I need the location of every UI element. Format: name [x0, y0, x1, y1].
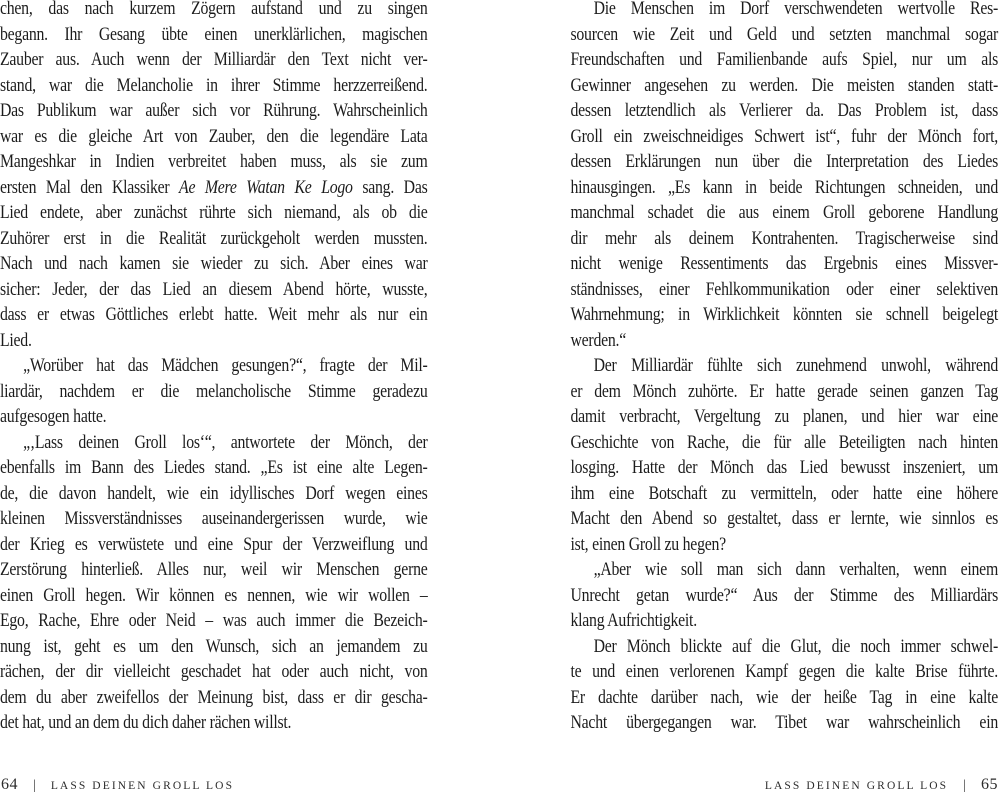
text-line: Macht den Abend so gestaltet, dass er lernte, wie sinnlos es	[570, 509, 998, 529]
text-line: hinausgingen. „Es kann in beide Richtungen schneiden, und	[570, 177, 998, 198]
text-line: „Worüber hat das Mädchen gesungen?“, fragte der Mil-	[23, 356, 428, 376]
text-line: ersten Mal den Klassiker Ae Mere Watan Ke Logo sang. Das	[0, 177, 428, 198]
text-line: begann. Ihr Gesang übte einen unerklärlichen, magischen	[0, 24, 428, 45]
text-line: Groll ein zweischneidiges Schwert ist“, fuhr der Mönch fort,	[570, 126, 998, 147]
text-line: Der Mönch blickte auf die Glut, die noch immer schwel-	[593, 636, 998, 657]
text-line: ist, einen Groll zu hegen?	[570, 534, 726, 555]
text-line: Zuhörer erst in die Realität zurückgeholt werden mussten.	[0, 228, 428, 249]
right-page-footer	[765, 776, 998, 794]
right-page-number: 65	[981, 776, 998, 793]
left-page-text-column	[0, 0, 428, 737]
text-line: Das Publikum war außer sich vor Rührung. Wahrscheinlich	[0, 101, 428, 121]
running-title-left: LASS DEINEN GROLL LOS	[50, 780, 235, 792]
text-line: der Krieg es verwüstete und eine Spur der Verzweiflung und	[0, 534, 428, 555]
text-line: ihm eine Botschaft zu vermitteln, oder hatte eine höhere	[570, 483, 998, 504]
text-line: Mangeshkar in Indien verbreitet haben muss, als sie zum	[0, 152, 428, 172]
text-line: Ego, Rache, Ehre oder Neid – was auch immer die Bezeich-	[0, 611, 428, 631]
text-line: chen, das nach kurzem Zögern aufstand und zu singen	[0, 0, 428, 19]
text-line: rächen, der dir vielleicht geschadet hat oder auch nicht, von	[0, 662, 428, 682]
text-line: nung ist, geht es um den Wunsch, sich an jemandem zu	[0, 636, 428, 657]
text-line: einen Groll hegen. Wir können es nennen, wie wir wollen –	[0, 585, 428, 606]
text-line: er dem Mönch zuhörte. Er hatte gerade seinen ganzen Tag	[570, 381, 998, 402]
left-page-number: 64	[1, 776, 18, 793]
text-line: Zerstörung hinterließ. Alles nur, weil wir Menschen gerne	[0, 560, 428, 580]
text-line: werden.“	[570, 330, 626, 351]
text-line: ständnisses, einer Fehlkommunikation oder einer selektiven	[570, 279, 998, 300]
text-line: ebenfalls im Bann des Liedes stand. „Es ist eine alte Legen-	[0, 458, 428, 478]
text-line: damit verbracht, Vergeltung zu planen, und hier war eine	[570, 407, 998, 427]
text-line: Lied endete, aber zunächst rührte sich niemand, als ob die	[0, 203, 428, 223]
text-line: Gewinner angesehen zu werden. Die meisten standen statt-	[570, 75, 998, 96]
text-line: klang Aufrichtigkeit.	[570, 611, 697, 631]
text-line: „Aber wie soll man sich dann verhalten, wenn einem	[593, 560, 998, 580]
text-line: det hat, und an dem du dich daher rächen willst.	[0, 713, 292, 733]
text-line: sourcen wie Zeit und Geld und setzten manchmal sogar	[570, 24, 998, 45]
text-line: „‚Lass deinen Groll los‘“, antwortete der Mönch, der	[23, 432, 428, 453]
right-page-text-column	[571, 0, 999, 737]
text-line: de, die davon handelt, wie ein idyllisches Dorf wegen eines	[0, 483, 428, 504]
text-line: Er dachte darüber nach, wie der heiße Tag in eine kalte	[570, 687, 998, 708]
text-line: Lied.	[0, 330, 32, 351]
text-line: kleinen Missverständnisses auseinandergerissen wurde, wie	[0, 509, 428, 529]
text-line: Wahrnehmung; in Wirklichkeit könnten sie schnell beigelegt	[570, 305, 998, 325]
text-line: Die Menschen im Dorf verschwendeten wertvolle Res-	[593, 0, 998, 19]
text-line: Nach und nach kamen sie wieder zu sich. Aber eines war	[0, 254, 428, 274]
text-line: Geschichte von Rache, die für alle Beteiligten nach hinten	[570, 432, 998, 453]
text-line: Zauber aus. Auch wenn der Milliardär den Text nicht ver-	[0, 50, 428, 70]
text-line: Nacht übergegangen war. Tibet war wahrscheinlich ein	[570, 713, 998, 733]
text-line: dessen Erklärungen nun über die Interpretation des Liedes	[570, 152, 998, 172]
left-page-footer	[1, 776, 234, 794]
text-line: dem du aber zweifellos der Meinung bist, dass er dir gescha-	[0, 687, 428, 708]
text-line: liardär, nachdem er die melancholische Stimme geradezu	[0, 381, 428, 402]
text-line: war es die gleiche Art von Zauber, den die legendäre Lata	[0, 126, 428, 147]
text-line: dessen letztendlich als Verlierer da. Das Problem ist, dass	[570, 101, 998, 121]
footer-divider: |	[33, 778, 36, 793]
text-line: nicht wenige Ressentiments das Ergebnis eines Missver-	[570, 254, 998, 274]
text-line: Der Milliardär fühlte sich zunehmend unwohl, während	[593, 356, 998, 376]
running-title-right: LASS DEINEN GROLL LOS	[764, 780, 949, 792]
text-line: dass er etwas Göttliches erlebt hatte. Weit mehr als nur ein	[0, 305, 428, 325]
footer-divider: |	[963, 778, 966, 793]
text-line: aufgesogen hatte.	[0, 407, 107, 427]
text-line: manchmal schadet die aus einem Groll geborene Handlung	[570, 203, 998, 223]
text-line: Unrecht getan wurde?“ Aus der Stimme des Milliardärs	[570, 585, 998, 606]
text-line: Freundschaften und Familienbande aufs Spiel, nur um als	[570, 50, 998, 70]
text-line: stand, war die Melancholie in ihrer Stimme herzzerreißend.	[0, 75, 428, 96]
text-line: sicher: Jeder, der das Lied an diesem Abend hörte, wusste,	[0, 279, 428, 300]
text-line: losging. Hatte der Mönch das Lied bewusst inszeniert, um	[570, 458, 998, 478]
text-line: te und einen verlorenen Kampf gegen die kalte Brise führte.	[570, 662, 998, 682]
text-line: dir mehr als deinem Kontrahenten. Tragischerweise sind	[570, 228, 998, 249]
